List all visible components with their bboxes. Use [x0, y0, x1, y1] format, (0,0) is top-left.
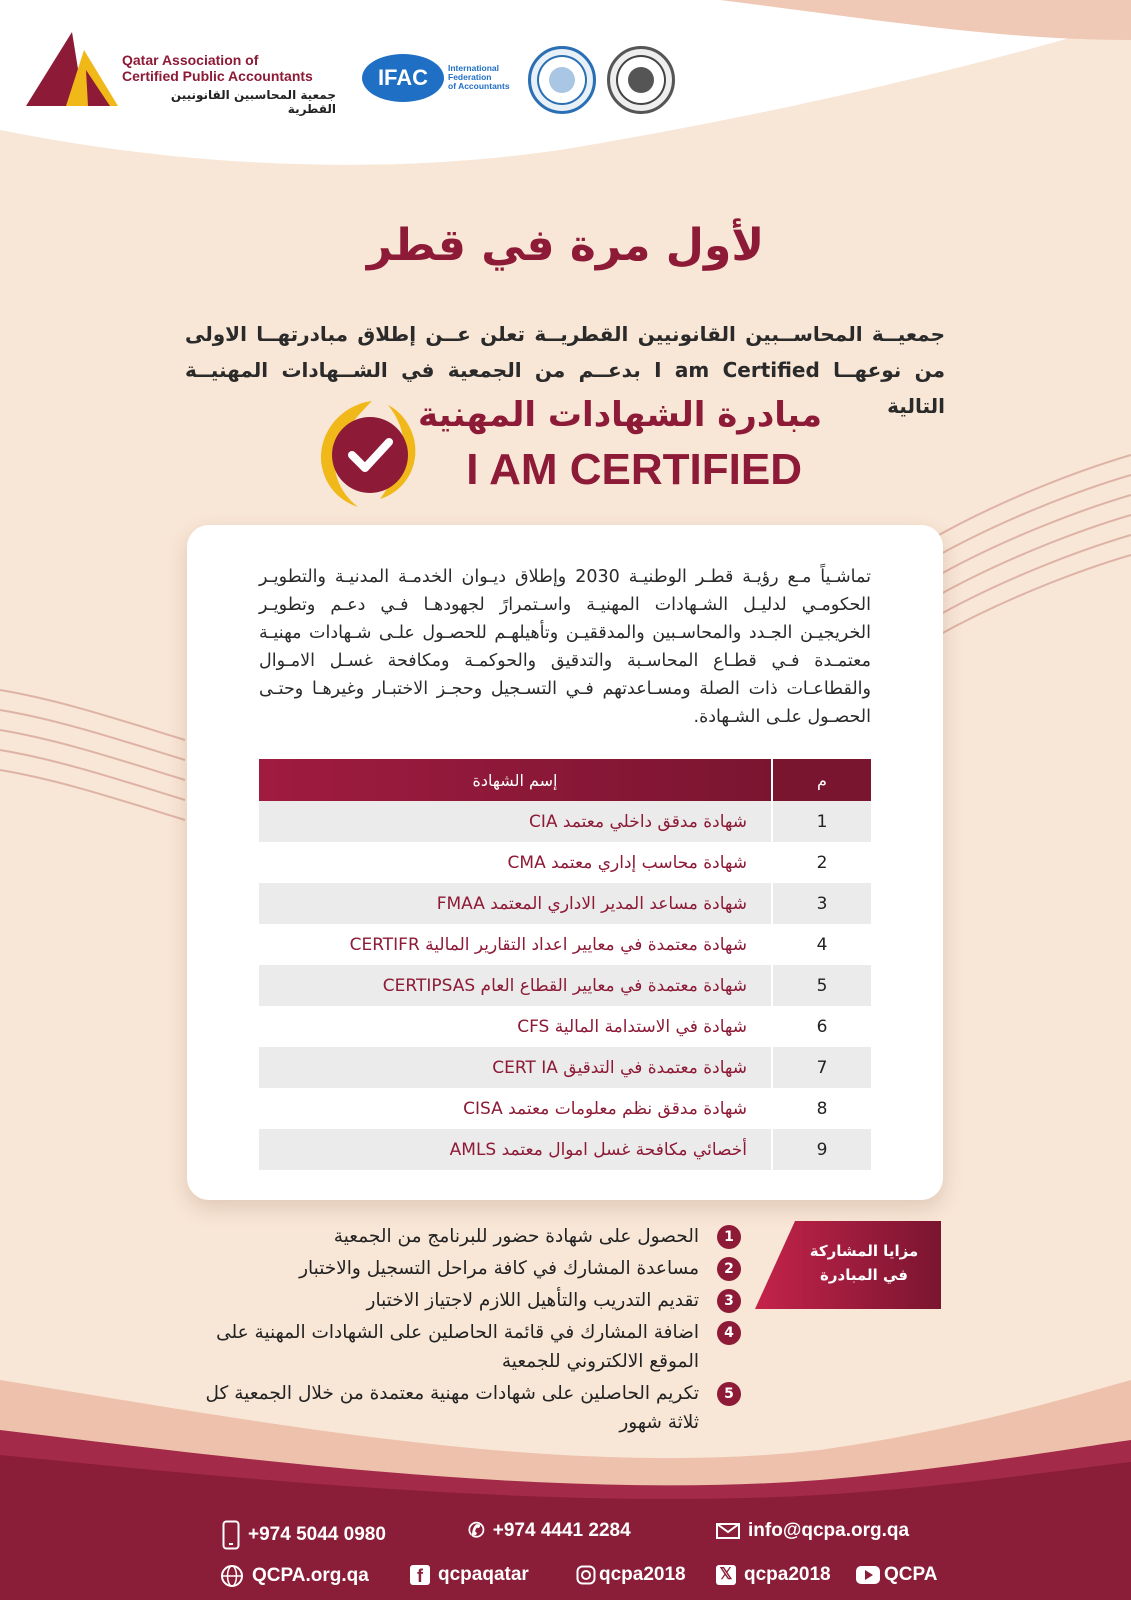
certificate-name: شهادة محاسب إداري معتمد CMA: [259, 842, 772, 883]
footer-x[interactable]: [716, 1564, 831, 1586]
instagram-handle: qcpa2018: [599, 1564, 686, 1585]
header-number: م: [772, 759, 871, 801]
brand-title-en: I AM CERTIFIED: [466, 445, 802, 494]
row-number: 6: [772, 1006, 871, 1047]
row-number: 8: [772, 1088, 871, 1129]
instagram-icon: [576, 1565, 596, 1585]
x-logo-icon: 𝕏: [716, 1565, 736, 1585]
seal-logo-blue-icon: [528, 46, 596, 114]
table-row: [259, 924, 871, 965]
ifac-logo: [362, 54, 517, 104]
email-address: info@qcpa.org.qa: [748, 1520, 910, 1541]
benefit-text: اضافة المشارك في قائمة الحاصلين على الشهادات المهنية على الموقع الالكتروني للجمعية: [216, 1322, 699, 1372]
facebook-handle: qcpaqatar: [438, 1564, 529, 1585]
table-header-row: [259, 759, 871, 801]
table-row: [259, 965, 871, 1006]
intro-text: جمعيــة المحاســبين القانونيين القطريــة تعلن عــن إطلاق مبادرتهــا الاولى من نوعهــا I am Certified بدعــم من الجمعية في الشــهادات المهنيــة التالية: [185, 322, 946, 418]
benefit-text: تقديم التدريب والتأهيل اللازم لاجتياز الاختبار: [366, 1290, 699, 1311]
benefit-number: 2: [717, 1257, 741, 1281]
list-item: [180, 1286, 745, 1315]
seal-logo-gray-icon: [607, 46, 675, 114]
facebook-icon: f: [410, 1565, 430, 1585]
certificate-name: شهادة مساعد المدير الاداري المعتمد FMAA: [259, 883, 772, 924]
footer-phone[interactable]: [468, 1520, 631, 1542]
row-number: 3: [772, 883, 871, 924]
globe-icon: [220, 1564, 244, 1588]
brand-block: [310, 395, 830, 515]
list-item: [180, 1318, 745, 1376]
footer-facebook[interactable]: [410, 1564, 529, 1586]
mobile-number: +974 5044 0980: [248, 1524, 386, 1545]
header-certificate-name: إسم الشهادة: [259, 759, 772, 801]
qcpa-logo: [26, 30, 336, 116]
table-row: [259, 801, 871, 842]
brand-title-ar: مبادرة الشهادات المهنية: [418, 395, 822, 435]
benefits-tag: [755, 1221, 941, 1309]
x-handle: qcpa2018: [744, 1564, 831, 1585]
website-url: QCPA.org.qa: [252, 1565, 369, 1586]
certificate-name: شهادة مدقق نظم معلومات معتمد CISA: [259, 1088, 772, 1129]
row-number: 1: [772, 801, 871, 842]
list-item: [180, 1222, 745, 1251]
ifac-name: International Federation of Accountants: [448, 63, 510, 91]
row-number: 5: [772, 965, 871, 1006]
benefit-text: الحصول على شهادة حضور للبرنامج من الجمعية: [333, 1226, 699, 1247]
row-number: 9: [772, 1129, 871, 1170]
row-number: 7: [772, 1047, 871, 1088]
benefit-number: 3: [717, 1289, 741, 1313]
footer-email[interactable]: [716, 1520, 909, 1542]
benefits-list: [180, 1222, 745, 1440]
footer-youtube[interactable]: [856, 1564, 937, 1586]
table-row: [259, 1088, 871, 1129]
phone-icon: ✆: [468, 1520, 485, 1542]
footer-instagram[interactable]: [576, 1564, 686, 1586]
youtube-icon: [856, 1566, 880, 1584]
certificate-name: شهادة معتمدة في معايير القطاع العام CERTIPSAS: [259, 965, 772, 1006]
qcpa-name-en: Qatar Association of Certified Public Accountants: [122, 52, 313, 84]
certificate-name: أخصائي مكافحة غسل اموال معتمد AMLS: [259, 1129, 772, 1170]
ifac-abbr: IFAC: [362, 54, 444, 102]
youtube-handle: QCPA: [884, 1564, 938, 1585]
qcpa-name-ar: جمعية المحاسبين القانونيين القطرية: [170, 88, 336, 116]
mobile-phone-icon: [222, 1520, 240, 1550]
certificate-name: شهادة مدقق داخلي معتمد CIA: [259, 801, 772, 842]
certificates-table: [259, 759, 871, 1170]
intro-paragraph: تماشـياً مـع رؤيـة قطـر الوطنيـة 2030 وإطلاق ديـوان الخدمـة المدنيـة والتطويـر الحكومـي لدليـل الشـهادات المهنيـة واسـتمرارً لجهودهـا فـي دعـم وتطويـر الخريجيـن الجـدد والمحاسـبين والمدققيـن وتأهيلهـم للحصـول علـى شـهادات مهنيـة معتمـدة فـي قطـاع المحاسـبة والتدقيق والحوكمـة ومكافحة غسـل الامـوال والقطاعـات ذات الصلة ومسـاعدتهم فـي التسـجيل وحجـز الاختبـار وغيرهـا وحتـى الحصـول علـى الشـهادة.: [259, 567, 872, 727]
certificate-name: شهادة معتمدة في التدقيق CERT IA: [259, 1047, 772, 1088]
checkmark-badge-icon: [310, 395, 420, 510]
table-row: [259, 1047, 871, 1088]
table-row: [259, 842, 871, 883]
certificate-name: شهادة معتمدة في معايير اعداد التقارير المالية CERTIFR: [259, 924, 772, 965]
row-number: 4: [772, 924, 871, 965]
mail-icon: [716, 1523, 740, 1539]
content-card: [187, 525, 943, 1200]
benefit-number: 1: [717, 1225, 741, 1249]
qcpa-triangle-icon: [26, 30, 118, 108]
benefit-text: تكريم الحاصلين على شهادات مهنية معتمدة من خلال الجمعية كل ثلاثة شهور: [205, 1383, 699, 1433]
table-row: [259, 1129, 871, 1170]
footer-mobile[interactable]: [222, 1520, 386, 1550]
benefits-title: مزايا المشاركة في المبادرة: [809, 1242, 919, 1284]
footer-website[interactable]: [220, 1564, 369, 1588]
certificate-name: شهادة في الاستدامة المالية CFS: [259, 1006, 772, 1047]
table-row: [259, 1006, 871, 1047]
list-item: [180, 1254, 745, 1283]
headline: لأول مرة في قطر: [366, 220, 765, 271]
table-row: [259, 883, 871, 924]
list-item: [180, 1379, 745, 1437]
benefit-number: 4: [717, 1321, 741, 1345]
row-number: 2: [772, 842, 871, 883]
benefit-number: 5: [717, 1382, 741, 1406]
phone-number: +974 4441 2284: [492, 1520, 631, 1541]
benefit-text: مساعدة المشارك في كافة مراحل التسجيل والاختبار: [299, 1258, 699, 1279]
